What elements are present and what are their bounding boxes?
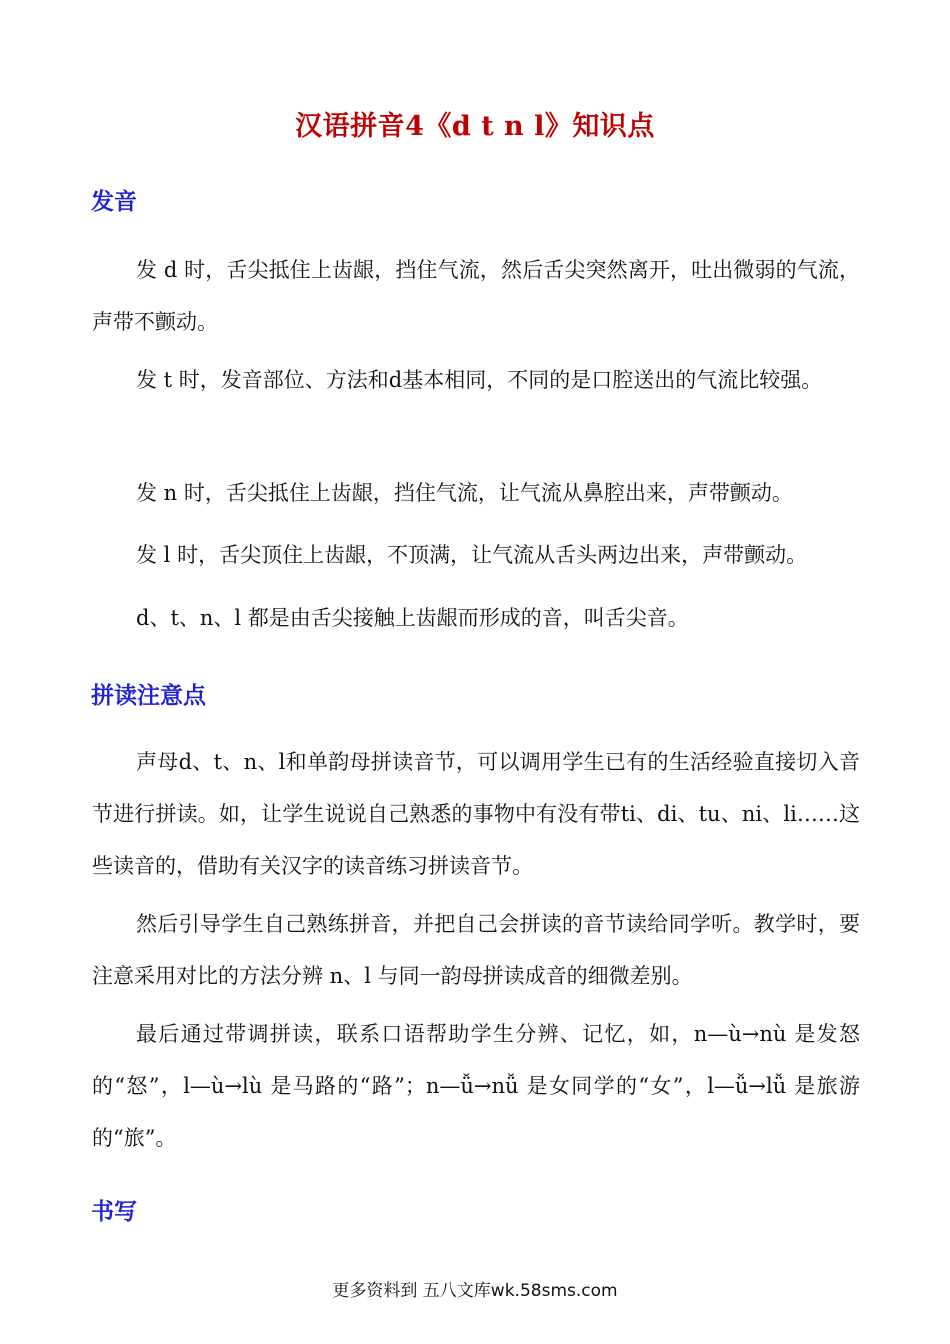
paragraph-d: 发 d 时，舌尖抵住上齿龈，挡住气流，然后舌尖突然离开，吐出微弱的气流，声带不颤动。 — [92, 258, 860, 334]
paragraph-reading-intro: 声母d、t、n、l和单韵母拼读音节，可以调用学生已有的生活经验直接切入音节进行拼读。如，让学生说说自己熟悉的事物中有没有带ti、di、tu、ni、li……这些读音的，借助有关汉字的读音练习拼读音节。 — [92, 750, 860, 878]
paragraph-reading-practice: 然后引导学生自己熟练拼音，并把自己会拼读的音节读给同学听。教学时，要注意采用对比的方法分辨 n、l 与同一韵母拼读成音的细微差别。 — [92, 912, 860, 988]
paragraph-tip-sounds: d、t、n、l 都是由舌尖接触上齿龈而形成的音，叫舌尖音。 — [136, 606, 689, 630]
section-heading-reading-notes: 拼读注意点 — [91, 683, 206, 709]
section-heading-writing: 书写 — [91, 1199, 137, 1225]
footer-link-text[interactable]: 更多资料到 五八文库wk.58sms.com — [332, 1281, 618, 1301]
paragraph-t: 发 t 时，发音部位、方法和d基本相同，不同的是口腔送出的气流比较强。 — [136, 368, 823, 392]
paragraph-reading-tones: 最后通过带调拼读，联系口语帮助学生分辨、记忆，如，n—ù→nù 是发怒的“怒”，l—ù→lù 是马路的“路”；n—ǚ→nǚ 是女同学的“女”，l—ǚ→lǚ 是旅游的“旅”。 — [92, 1022, 860, 1150]
paragraph-l: 发 l 时，舌尖顶住上齿龈，不顶满，让气流从舌头两边出来，声带颤动。 — [136, 543, 808, 567]
document-title: 汉语拼音4《d t n l》知识点 — [295, 111, 655, 142]
section-heading-pronunciation: 发音 — [91, 189, 137, 215]
paragraph-n: 发 n 时，舌尖抵住上齿龈，挡住气流，让气流从鼻腔出来，声带颤动。 — [136, 481, 793, 505]
